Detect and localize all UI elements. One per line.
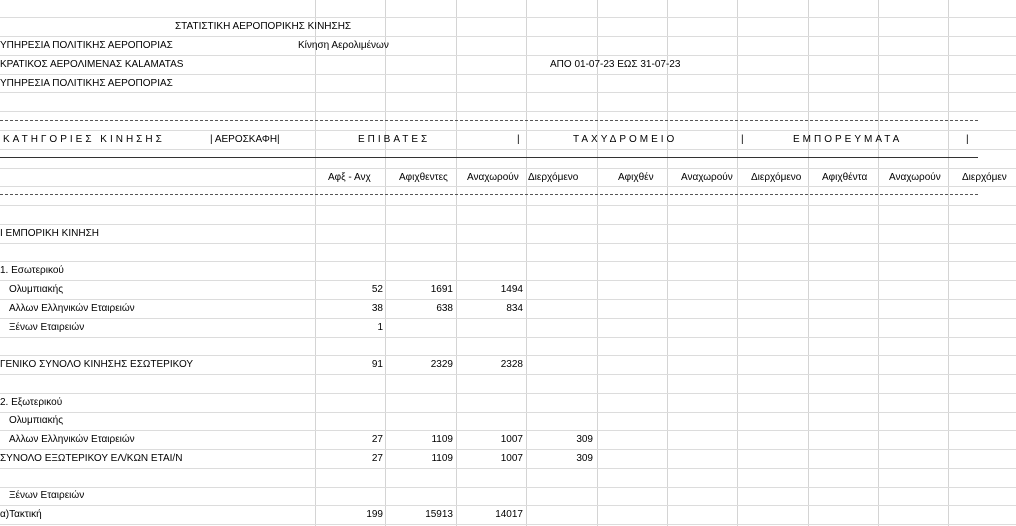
grid-row-line: [0, 449, 1016, 450]
cell-passengers-arr[interactable]: 1691: [430, 284, 453, 295]
header-mail: ΤΑΧΥΔΡΟΜΕΙΟ: [573, 134, 678, 145]
grid-row-line: [0, 186, 1016, 187]
header-passengers: ΕΠΙΒΑΤΕΣ: [358, 134, 431, 145]
cell-aircraft[interactable]: 38: [371, 303, 383, 314]
grid-row-line: [0, 430, 1016, 431]
cell-passengers-arr[interactable]: 1109: [431, 434, 453, 445]
cell-passengers-dep[interactable]: 1007: [500, 453, 523, 464]
grid-row-line: [0, 280, 1016, 281]
cell-passengers-transit[interactable]: 309: [576, 434, 593, 445]
header-cargo: ΕΜΠΟΡΕΥΜΑΤΑ: [793, 134, 903, 145]
grid-row-line: [0, 318, 1016, 319]
cell-passengers-arr[interactable]: 2329: [430, 359, 453, 370]
airport-name: ΚΡΑΤΙΚΟΣ ΑΕΡΟΛΙΜΕΝΑΣ KALAMATAS: [0, 59, 184, 70]
cell-aircraft[interactable]: 27: [371, 453, 383, 464]
subheader-cell: Αφιχθέν: [618, 172, 654, 183]
grid-column-line: [737, 0, 738, 526]
grid-row-line: [0, 243, 1016, 244]
date-range: ΑΠΟ 01-07-23 ΕΩΣ 31-07-23: [550, 59, 681, 70]
header-categories: ΚΑΤΗΓΟΡΙΕΣ ΚΙΝΗΣΗΣ: [3, 134, 165, 145]
grid-column-line: [808, 0, 809, 526]
cell-aircraft[interactable]: 27: [371, 434, 383, 445]
cell-passengers-dep[interactable]: 834: [506, 303, 523, 314]
subheader-cell: Αναχωρούν: [467, 172, 519, 183]
dashed-separator: [0, 120, 978, 121]
grid-row-line: [0, 111, 1016, 112]
row-label: Αλλων Ελληνικών Εταιρειών: [9, 303, 135, 314]
grid-row-line: [0, 393, 1016, 394]
domestic-total-label: ΓΕΝΙΚΟ ΣΥΝΟΛΟ ΚΙΝΗΣΗΣ ΕΣΩΤΕΡΙΚΟΥ: [0, 359, 194, 370]
row-label: Ξένων Εταιρειών: [9, 490, 85, 501]
subheader-cell: Αφιχθεντες: [399, 172, 448, 183]
header-separator: |: [966, 134, 969, 145]
cell-aircraft[interactable]: 1: [377, 322, 383, 333]
subheader-cell: Αναχωρούν: [681, 172, 733, 183]
section-international-label: 2. Εξωτερικού: [0, 397, 63, 408]
grid-row-line: [0, 130, 1016, 131]
grid-row-line: [0, 55, 1016, 56]
cell-passengers-arr[interactable]: 638: [436, 303, 453, 314]
cell-aircraft[interactable]: 199: [366, 509, 383, 520]
grid-row-line: [0, 92, 1016, 93]
cell-passengers-transit[interactable]: 309: [576, 453, 593, 464]
authority-name: ΥΠΗΡΕΣΙΑ ΠΟΛΙΤΙΚΗΣ ΑΕΡΟΠΟΡΙΑΣ: [0, 40, 173, 51]
report-subject: Κίνηση Αερολιμένων: [298, 40, 389, 51]
subheader-cell: Διερχόμενο: [751, 172, 802, 183]
grid-column-line: [315, 0, 316, 526]
cell-passengers-dep[interactable]: 14017: [495, 509, 523, 520]
header-separator: |: [517, 134, 520, 145]
row-label: Αλλων Ελληνικών Εταιρειών: [9, 434, 135, 445]
grid-column-line: [456, 0, 457, 526]
grid-column-line: [667, 0, 668, 526]
cell-passengers-dep[interactable]: 1007: [500, 434, 523, 445]
grid-row-line: [0, 168, 1016, 169]
grid-row-line: [0, 36, 1016, 37]
grid-row-line: [0, 224, 1016, 225]
row-label: α)Τακτική: [0, 509, 42, 520]
grid-row-line: [0, 412, 1016, 413]
cell-aircraft[interactable]: 91: [371, 359, 383, 370]
authority-name-repeat: ΥΠΗΡΕΣΙΑ ΠΟΛΙΤΙΚΗΣ ΑΕΡΟΠΟΡΙΑΣ: [0, 78, 173, 89]
grid-row-line: [0, 17, 1016, 18]
subheader-cell: Διερχόμεν: [962, 172, 1007, 183]
grid-row-line: [0, 261, 1016, 262]
dashed-separator: [0, 194, 978, 195]
grid-row-line: [0, 468, 1016, 469]
row-label: Ολυμπιακής: [9, 415, 64, 426]
subheader-cell: Αφιχθέντα: [822, 172, 868, 183]
grid-column-line: [948, 0, 949, 526]
grid-column-line: [385, 0, 386, 526]
grid-column-line: [597, 0, 598, 526]
international-total-label: ΣΥΝΟΛΟ ΕΞΩΤΕΡΙΚΟΥ ΕΛ/ΚΩΝ ΕΤΑΙ/Ν: [0, 453, 183, 464]
cell-passengers-arr[interactable]: 15913: [425, 509, 453, 520]
header-separator: |: [741, 134, 744, 145]
section-domestic-label: 1. Εσωτερικού: [0, 265, 64, 276]
subheader-cell: Αφξ - Ανχ: [328, 172, 371, 183]
grid-row-line: [0, 205, 1016, 206]
cell-aircraft[interactable]: 52: [371, 284, 383, 295]
header-aircraft: | ΑΕΡΟΣΚΑΦΗ|: [210, 134, 280, 145]
subheader-cell: Διερχόμενο: [528, 172, 579, 183]
solid-separator: [0, 157, 978, 158]
report-title: ΣΤΑΤΙΣΤΙΚΗ ΑΕΡΟΠΟΡΙΚΗΣ ΚΙΝΗΣΗΣ: [175, 21, 352, 32]
grid-row-line: [0, 74, 1016, 75]
cell-passengers-dep[interactable]: 2328: [500, 359, 523, 370]
grid-column-line: [878, 0, 879, 526]
grid-row-line: [0, 374, 1016, 375]
section-commercial-label: Ι ΕΜΠΟΡΙΚΗ ΚΙΝΗΣΗ: [0, 228, 99, 239]
subheader-cell: Αναχωρούν: [889, 172, 941, 183]
row-label: Ολυμπιακής: [9, 284, 64, 295]
grid-row-line: [0, 524, 1016, 525]
cell-passengers-dep[interactable]: 1494: [500, 284, 523, 295]
cell-passengers-arr[interactable]: 1109: [431, 453, 453, 464]
grid-column-line: [526, 0, 527, 526]
row-label: Ξένων Εταιρειών: [9, 322, 85, 333]
grid-row-line: [0, 505, 1016, 506]
grid-row-line: [0, 487, 1016, 488]
grid-row-line: [0, 355, 1016, 356]
grid-row-line: [0, 299, 1016, 300]
grid-row-line: [0, 149, 1016, 150]
grid-row-line: [0, 337, 1016, 338]
